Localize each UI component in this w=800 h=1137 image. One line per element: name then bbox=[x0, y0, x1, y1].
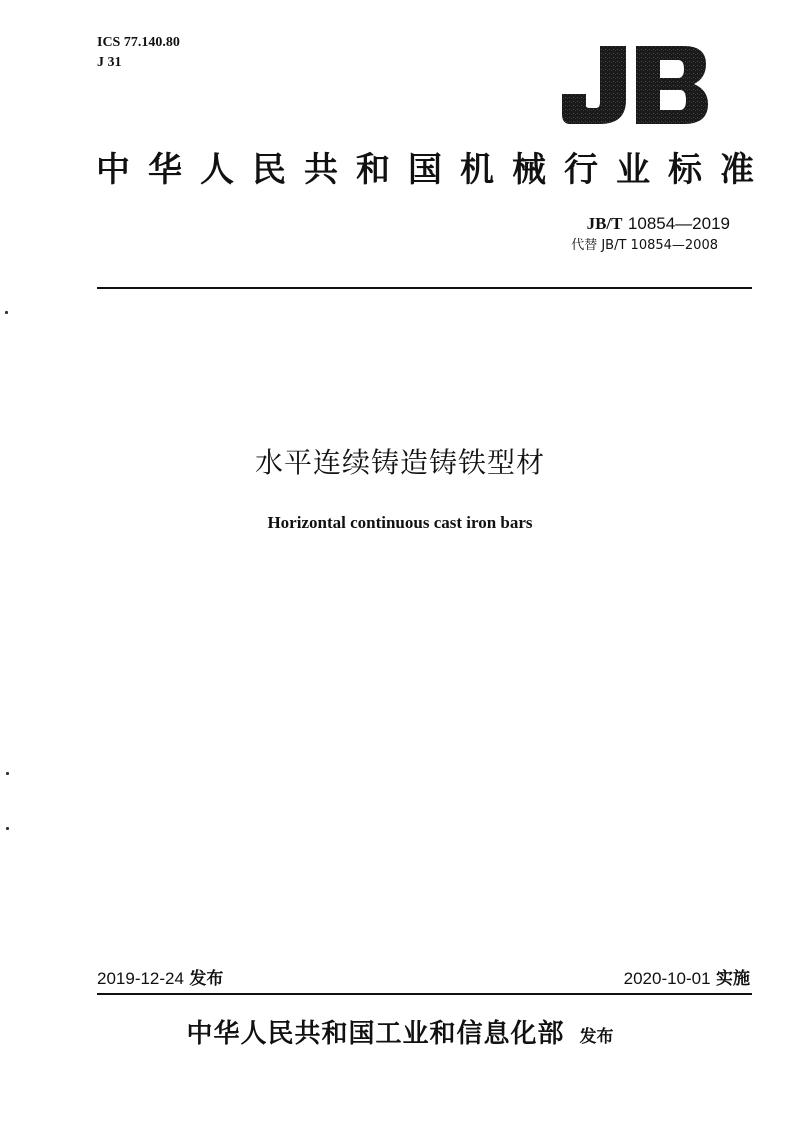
standard-category-title: 中华人民共和国机械行业标准 bbox=[96, 150, 772, 190]
issuer-line bbox=[0, 1018, 800, 1053]
issue-date-line bbox=[97, 968, 223, 990]
standard-number-value: 10854—2019 bbox=[627, 214, 730, 233]
issuer-label: 发布 bbox=[579, 1027, 614, 1047]
classification-code: J 31 bbox=[97, 55, 122, 70]
issue-label: 发布 bbox=[189, 969, 224, 989]
implementation-label: 实施 bbox=[716, 969, 750, 989]
implementation-date-line bbox=[624, 968, 750, 990]
replaces-number: JB/T 10854—2008 bbox=[601, 238, 718, 253]
jb-logo bbox=[560, 44, 710, 126]
ics-code: ICS 77.140.80 bbox=[97, 35, 180, 50]
bottom-divider bbox=[97, 993, 752, 995]
scan-speck bbox=[5, 311, 8, 314]
implementation-date: 2020-10-01 bbox=[623, 969, 711, 988]
issuer-organization: 中华人民共和国工业和信息化部 bbox=[186, 1019, 565, 1049]
standard-number bbox=[587, 214, 730, 234]
document-title-cn: 水平连续铸造铸铁型材 bbox=[254, 446, 545, 479]
issue-date: 2019-12-24 bbox=[97, 969, 184, 988]
document-title-en: Horizontal continuous cast iron bars bbox=[267, 513, 533, 532]
replaces-label: 代替 bbox=[571, 238, 598, 253]
jb-logo-text: JB bbox=[560, 44, 561, 45]
scan-speck bbox=[6, 772, 9, 775]
replaces-line bbox=[571, 238, 718, 254]
scan-speck bbox=[6, 827, 9, 830]
standard-number-prefix: JB/T bbox=[586, 214, 623, 233]
top-divider bbox=[97, 287, 752, 289]
